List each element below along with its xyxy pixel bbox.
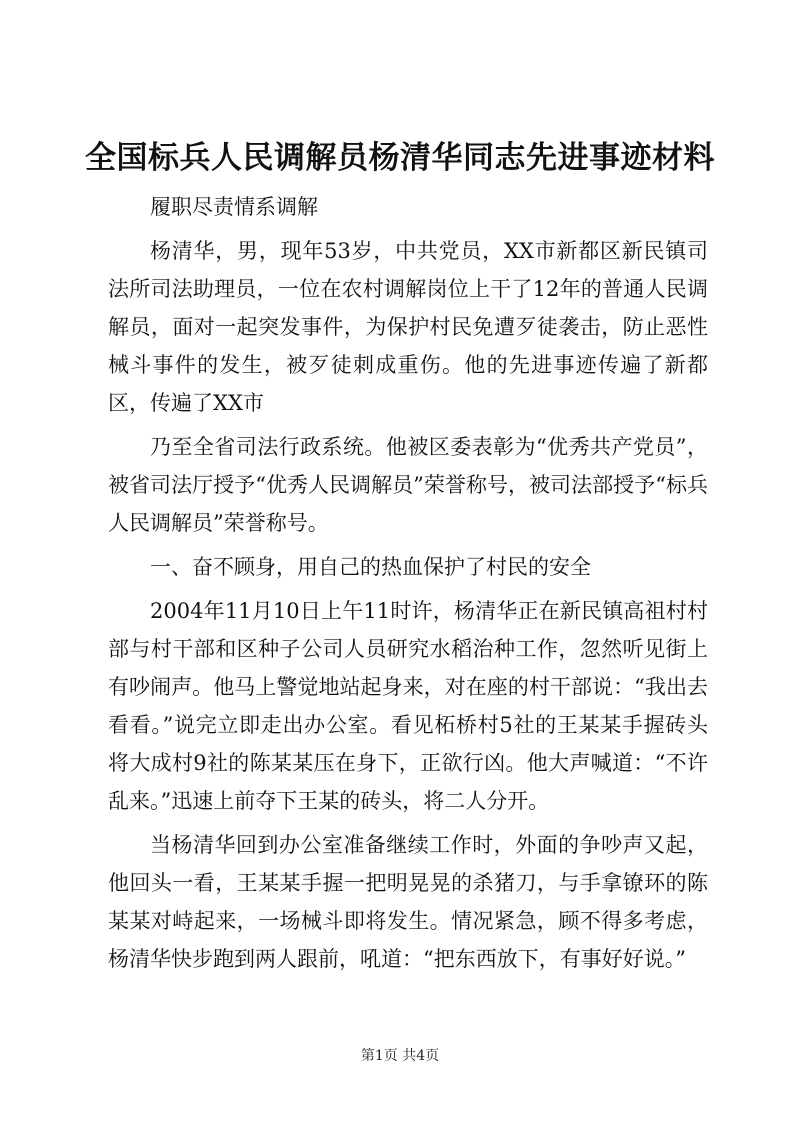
section-heading-1: 一、奋不顾身，用自己的热血保护了村民的安全: [150, 555, 591, 579]
page-footer: 第1页 共4页: [360, 1048, 440, 1064]
paragraph-intro: 杨清华，男，现年53岁，中共党员，XX市新都区新民镇司法所司法助理员，一位在农村调解岗位上干了12年的普通人民调解员，面对一起突发事件，为保护村民免遭歹徒袭击，防止恶性械斗事件的发生，被歹徒刺成重伤。他的先进事迹传遍了新都区，传遍了XX市: [108, 239, 708, 415]
paragraph-confrontation: 当杨清华回到办公室准备继续工作时，外面的争吵声又起，他回头一看，王某某手握一把明晃晃的杀猪刀，与手拿镣环的陈某某对峙起来，一场械斗即将发生。情况紧急，顾不得多考虑，杨清华快步跑到两人跟前，吼道：“把东西放下，有事好好说。”: [108, 833, 708, 971]
document-title: 全国标兵人民调解员杨清华同志先进事迹材料: [85, 140, 715, 176]
paragraph-honors: 乃至全省司法行政系统。他被区委表彰为“优秀共产党员”，被省司法厅授予“优秀人民调解员”荣誉称号，被司法部授予“标兵人民调解员”荣誉称号。: [108, 435, 708, 535]
document-body: [108, 188, 708, 978]
paragraph-subtitle: 履职尽责情系调解: [150, 195, 318, 219]
paragraph-incident: 2004年11月10日上午11时许，杨清华正在新民镇高祖村村部与村干部和区种子公司人员研究水稻治种工作，忽然听见街上有吵闹声。他马上警觉地站起身来，对在座的村干部说：“我出去看看。”说完立即走出办公室。看见柘桥村5社的王某某手握砖头将大成村9社的陈某某压在身下，正欲行凶。他大声喊道：“不许乱来。”迅速上前夺下王某的砖头，将二人分开。: [108, 599, 708, 813]
